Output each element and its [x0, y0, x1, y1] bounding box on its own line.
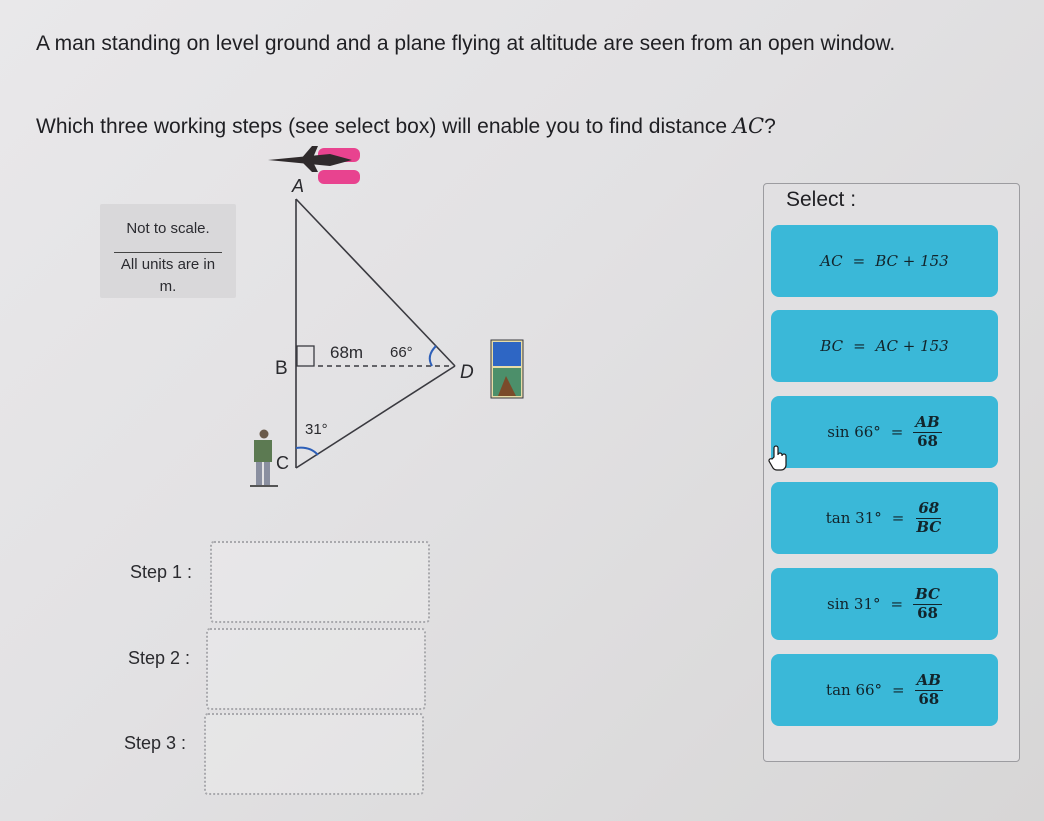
- option-4-left: tan 31°: [825, 509, 882, 527]
- option-1-equals: =: [852, 252, 866, 270]
- option-3-denominator: 68: [917, 431, 938, 450]
- option-4-numerator: 68: [918, 498, 940, 517]
- option-5-left: sin 31°: [827, 595, 881, 613]
- option-6-left: tan 66°: [826, 681, 883, 699]
- line-AD: [296, 199, 455, 366]
- option-1-left: AC: [820, 252, 843, 270]
- window-icon: [491, 340, 523, 398]
- line-CD: [296, 366, 455, 468]
- option-4-fraction: [914, 498, 943, 536]
- option-sin66-equals-ab-over-68[interactable]: [771, 396, 998, 468]
- vertex-label-B: B: [275, 358, 288, 379]
- option-3-numerator: AB: [915, 412, 940, 431]
- option-5-fraction: [913, 584, 942, 622]
- man-icon: [250, 430, 278, 487]
- option-6-equals: =: [892, 681, 905, 699]
- step-1-dropzone[interactable]: [210, 541, 430, 623]
- option-bc-equals-ac-plus-153[interactable]: [771, 310, 998, 382]
- vertex-label-A: A: [292, 176, 305, 196]
- option-2-right: AC + 153: [875, 337, 949, 355]
- note-units-line2: m.: [159, 278, 177, 295]
- option-5-denominator: 68: [917, 603, 938, 622]
- step-3-label: Step 3 :: [124, 733, 187, 753]
- note-not-to-scale: Not to scale.: [126, 220, 210, 237]
- distance-label-BD: 68m: [330, 343, 364, 362]
- option-4-denominator: BC: [916, 517, 942, 536]
- option-4-equals: =: [891, 509, 905, 527]
- step-3-dropzone[interactable]: [204, 713, 424, 795]
- question-variable: AC: [732, 114, 765, 138]
- option-5-numerator: BC: [915, 584, 940, 603]
- select-title: Select :: [786, 188, 857, 211]
- option-6-numerator: AB: [916, 670, 941, 689]
- option-3-equals: =: [890, 423, 904, 441]
- option-tan66-equals-ab-over-68[interactable]: [771, 654, 998, 726]
- question-prompt-prefix: Which three working steps (see select box) will enable you to find distance: [36, 115, 733, 138]
- option-ac-equals-bc-plus-153[interactable]: [771, 225, 998, 297]
- option-1-right: BC + 153: [875, 252, 949, 270]
- option-2-left: BC: [820, 337, 844, 355]
- option-3-fraction: [913, 412, 941, 450]
- question-text: A man standing on level ground and a plane flying at altitude are seen from an open window.: [36, 32, 896, 55]
- step-2-label: Step 2 :: [128, 648, 191, 668]
- question-prompt-suffix: ?: [764, 115, 776, 138]
- vertex-label-C: C: [276, 453, 289, 473]
- option-sin31-equals-bc-over-68[interactable]: [771, 568, 998, 640]
- right-angle-marker: [297, 346, 314, 366]
- angle-label-D: 66°: [390, 344, 413, 361]
- step-1-label: Step 1 :: [130, 562, 193, 582]
- step-2-dropzone[interactable]: [206, 628, 426, 710]
- note-units-line1: All units are in: [120, 256, 216, 273]
- hand-cursor-icon: [768, 445, 790, 471]
- option-6-fraction: [915, 670, 943, 708]
- angle-arc-C: [296, 448, 318, 455]
- option-6-denominator: 68: [918, 689, 940, 708]
- angle-label-C: 31°: [305, 421, 328, 438]
- option-3-left: sin 66°: [827, 423, 881, 441]
- option-tan31-equals-68-over-bc[interactable]: [771, 482, 998, 554]
- plane-icon: [268, 146, 360, 184]
- option-5-equals: =: [890, 595, 904, 613]
- angle-arc-D: [430, 346, 436, 366]
- option-2-equals: =: [853, 337, 866, 355]
- vertex-label-D: D: [460, 362, 474, 383]
